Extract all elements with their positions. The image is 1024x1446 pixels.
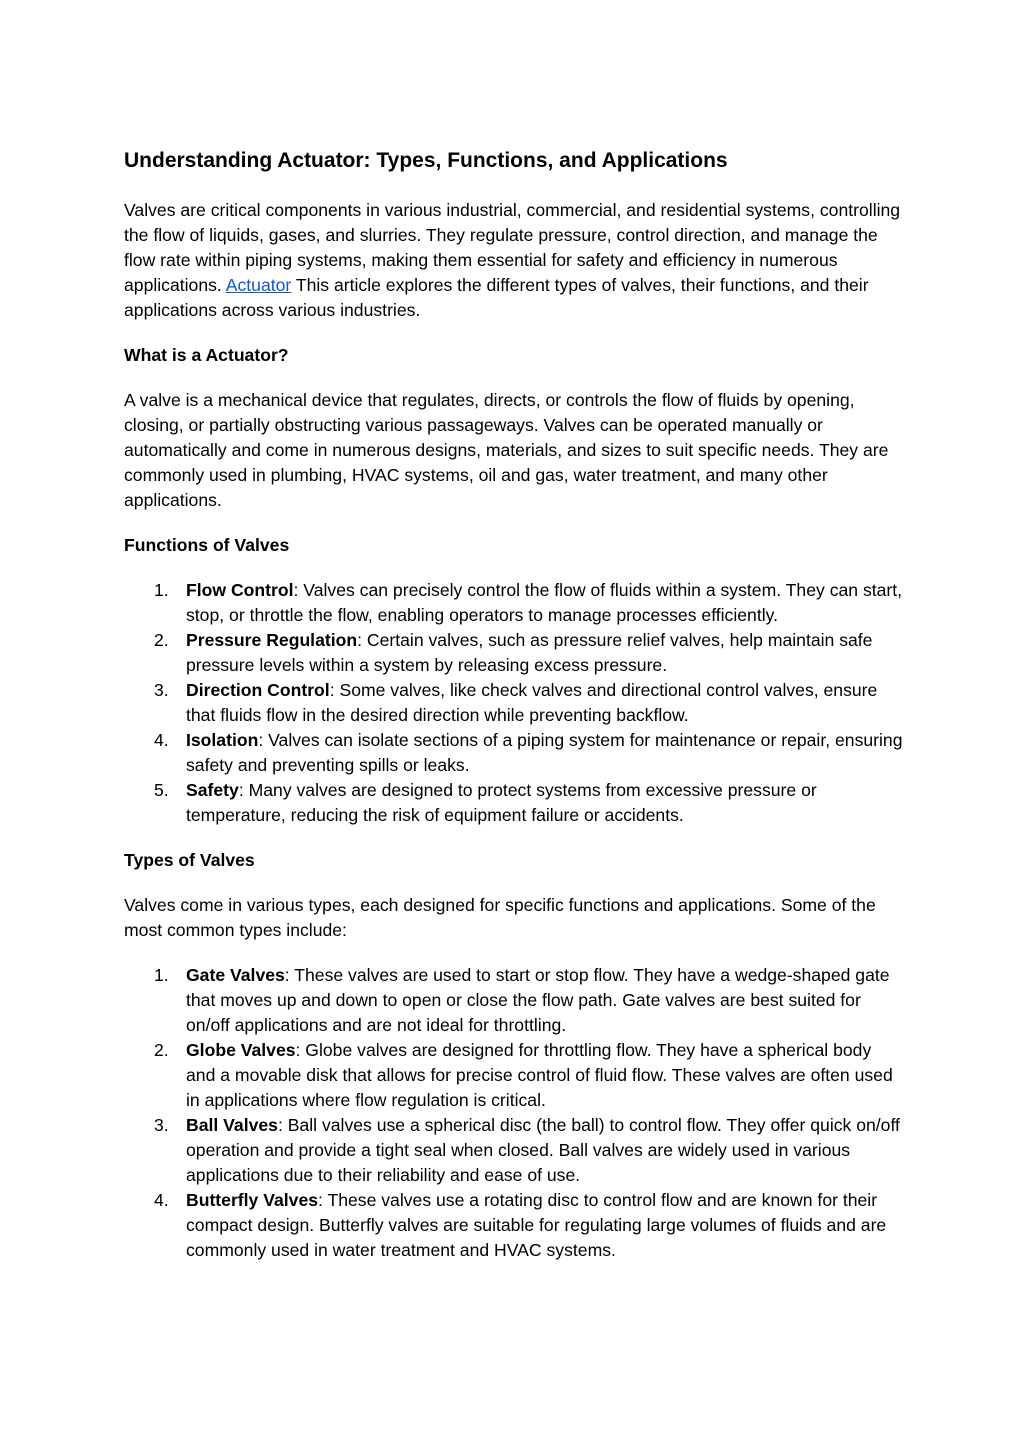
intro-text-after-link: This article explores the different types of valves, their functions, and their applications across various industries.	[124, 275, 869, 320]
list-item-term: Butterfly Valves	[186, 1190, 319, 1210]
list-number: 2.	[154, 630, 169, 650]
list-item-term: Flow Control	[186, 580, 294, 600]
list-item-term: Direction Control	[186, 680, 330, 700]
list-number: 2.	[154, 1040, 169, 1060]
list-item	[124, 963, 904, 1038]
functions-list	[124, 578, 904, 828]
section-body-what-is: A valve is a mechanical device that regulates, directs, or controls the flow of fluids by opening, closing, or partially obstructing various passageways. Valves can be operated manually or automatically and come in numerous designs, materials, and sizes to suit specific needs. They are commonly used in plumbing, HVAC systems, oil and gas, water treatment, and many other applications.	[124, 390, 889, 510]
list-number: 1.	[154, 965, 169, 985]
list-number: 3.	[154, 680, 169, 700]
list-item	[124, 578, 904, 628]
list-item-text: : Ball valves use a spherical disc (the ball) to control flow. They offer quick on/off operation and provide a tight seal when closed. Ball valves are widely used in various applications due to their reliability and ease of use.	[186, 1115, 900, 1185]
list-item	[124, 1188, 904, 1263]
list-item-term: Globe Valves	[186, 1040, 296, 1060]
list-number: 4.	[154, 730, 169, 750]
section-heading-functions: Functions of Valves	[124, 535, 290, 555]
document-title: Understanding Actuator: Types, Functions, and Applications	[124, 149, 728, 172]
document-body	[124, 146, 904, 1283]
list-item-term: Isolation	[186, 730, 259, 750]
list-item-text: : These valves use a rotating disc to control flow and are known for their compact design. Butterfly valves are suitable for regulating large volumes of fluids and are commonly used in water treatment and HVAC systems.	[186, 1190, 887, 1260]
list-item-text: : These valves are used to start or stop flow. They have a wedge-shaped gate that moves up and down to open or close the flow path. Gate valves are best suited for on/off applications and are not ideal for throttling.	[186, 965, 890, 1035]
section-heading-what-is: What is a Actuator?	[124, 345, 289, 365]
list-item	[124, 1038, 904, 1113]
section-body-types: Valves come in various types, each designed for specific functions and applications. Some of the most common types include:	[124, 895, 876, 940]
list-item	[124, 1113, 904, 1188]
list-number: 3.	[154, 1115, 169, 1135]
list-item-term: Ball Valves	[186, 1115, 278, 1135]
list-item-text: : Many valves are designed to protect systems from excessive pressure or temperature, reducing the risk of equipment failure or accidents.	[186, 780, 817, 825]
list-item-text: : Valves can isolate sections of a piping system for maintenance or repair, ensuring safety and preventing spills or leaks.	[186, 730, 903, 775]
list-item-term: Pressure Regulation	[186, 630, 358, 650]
list-item-text: : Some valves, like check valves and directional control valves, ensure that fluids flow in the desired direction while preventing backflow.	[186, 680, 878, 725]
list-item	[124, 728, 904, 778]
list-item-term: Gate Valves	[186, 965, 285, 985]
section-heading-types: Types of Valves	[124, 850, 255, 870]
list-item	[124, 628, 904, 678]
actuator-link[interactable]: Actuator	[225, 275, 292, 295]
list-item	[124, 678, 904, 728]
list-item-text: : Certain valves, such as pressure relief valves, help maintain safe pressure levels within a system by releasing excess pressure.	[186, 630, 873, 675]
list-item-text: : Globe valves are designed for throttling flow. They have a spherical body and a movable disk that allows for precise control of fluid flow. These valves are often used in applications where flow regulation is critical.	[186, 1040, 893, 1110]
list-number: 5.	[154, 780, 169, 800]
intro-text-before-link: Valves are critical components in various industrial, commercial, and residential systems, controlling the flow of liquids, gases, and slurries. They regulate pressure, control direction, and manage the flow rate within piping systems, making them essential for safety and efficiency in numerous applications.	[124, 200, 901, 295]
list-item-term: Safety	[186, 780, 239, 800]
list-item	[124, 778, 904, 828]
types-list	[124, 963, 904, 1263]
list-number: 1.	[154, 580, 169, 600]
list-number: 4.	[154, 1190, 169, 1210]
list-item-text: : Valves can precisely control the flow of fluids within a system. They can start, stop, or throttle the flow, enabling operators to manage processes efficiently.	[186, 580, 903, 625]
intro-paragraph	[124, 198, 904, 323]
